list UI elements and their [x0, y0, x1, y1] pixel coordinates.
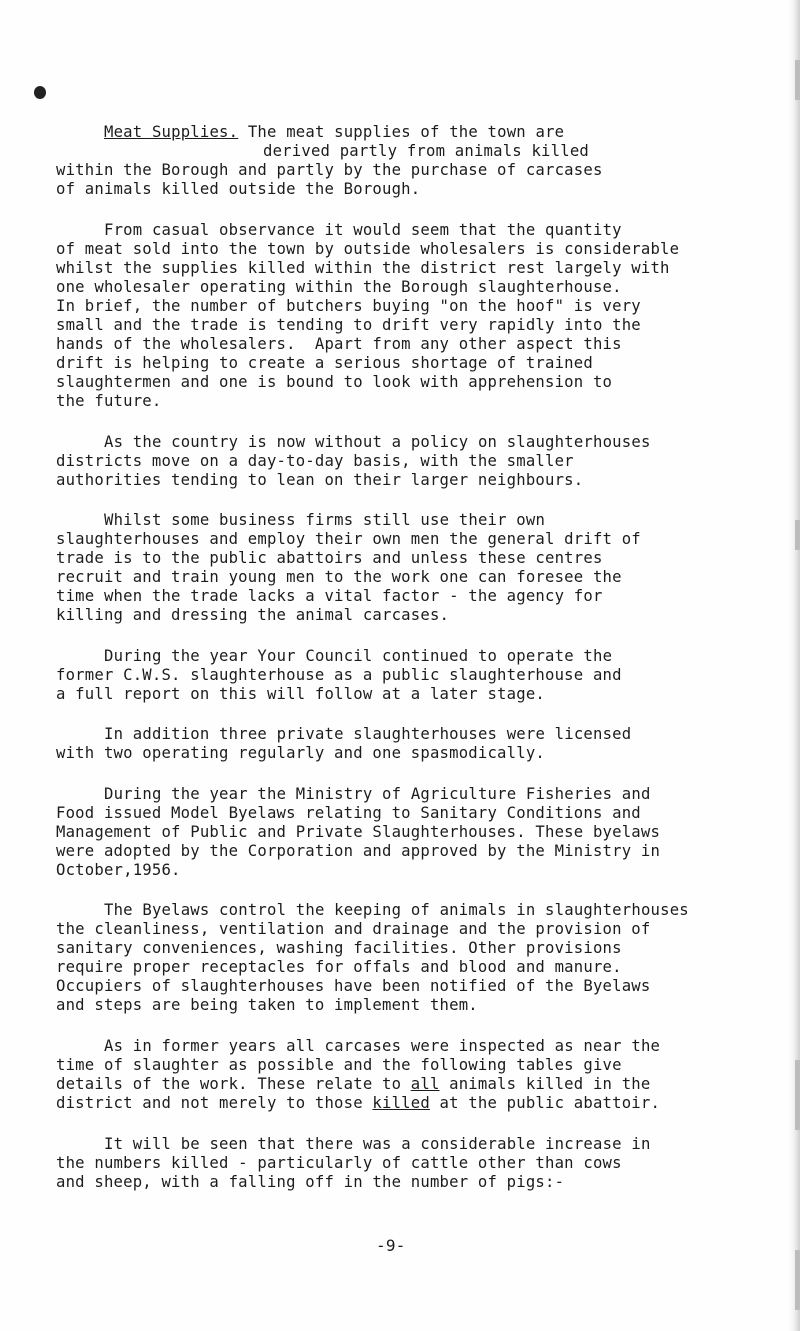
text-line: In addition three private slaughterhouses were licensed — [104, 725, 632, 743]
text-line: time of slaughter as possible and the following tables give — [56, 1056, 622, 1074]
text-line: whilst the supplies killed within the district rest largely with — [56, 259, 670, 277]
page-edge-shadow — [788, 0, 800, 1331]
text-line: As the country is now without a policy on slaughterhouses — [104, 433, 651, 451]
text-line: with two operating regularly and one spasmodically. — [56, 744, 545, 762]
text-line: Whilst some business firms still use their own — [104, 511, 546, 529]
text-line: of animals killed outside the Borough. — [56, 180, 421, 198]
text-line: a full report on this will follow at a later stage. — [56, 685, 545, 703]
paragraph-heading-line — [104, 122, 564, 142]
punch-hole-mark — [34, 86, 46, 99]
text-line: and steps are being taken to implement them. — [56, 996, 478, 1014]
text-line: trade is to the public abattoirs and unless these centres — [56, 549, 603, 567]
edge-mark — [795, 1060, 800, 1130]
text-line: details of the work. These relate to all animals killed in the — [56, 1075, 651, 1093]
text-line: drift is helping to create a serious shortage of trained — [56, 354, 593, 372]
heading-line-text: The meat supplies of the town are — [238, 123, 565, 141]
text-line: the cleanliness, ventilation and drainage and the provision of — [56, 920, 651, 938]
text-line: It will be seen that there was a considerable increase in — [104, 1135, 651, 1153]
edge-mark — [795, 60, 800, 100]
text-line: During the year Your Council continued to operate the — [104, 647, 613, 665]
text-line: recruit and train young men to the work one can foresee the — [56, 568, 622, 586]
text-line: Occupiers of slaughterhouses have been notified of the Byelaws — [56, 977, 651, 995]
text-line: the future. — [56, 392, 162, 410]
text-line: Management of Public and Private Slaughterhouses. These byelaws — [56, 823, 661, 841]
text-line: one wholesaler operating within the Borough slaughterhouse. — [56, 278, 622, 296]
text-line: and sheep, with a falling off in the number of pigs:- — [56, 1173, 565, 1191]
text-line: slaughterhouses and employ their own men the general drift of — [56, 530, 641, 548]
text-line: slaughtermen and one is bound to look with apprehension to — [56, 373, 613, 391]
text-line: require proper receptacles for offals and blood and manure. — [56, 958, 622, 976]
text-line: derived partly from animals killed — [263, 142, 589, 160]
edge-mark — [795, 1250, 800, 1310]
edge-mark — [795, 520, 800, 550]
text-line: of meat sold into the town by outside wholesalers is considerable — [56, 240, 680, 258]
text-line: former C.W.S. slaughterhouse as a public slaughterhouse and — [56, 666, 622, 684]
text-line: Food issued Model Byelaws relating to Sanitary Conditions and — [56, 804, 641, 822]
text-line: The Byelaws control the keeping of animals in slaughterhouses — [104, 901, 689, 919]
text-line: small and the trade is tending to drift very rapidly into the — [56, 316, 641, 334]
section-heading: Meat Supplies. — [104, 123, 239, 141]
text-line: time when the trade lacks a vital factor - the agency for — [56, 587, 603, 605]
text-line: were adopted by the Corporation and approved by the Ministry in — [56, 842, 661, 860]
text-line: authorities tending to lean on their larger neighbours. — [56, 471, 584, 489]
text-line: As in former years all carcases were inspected as near the — [104, 1037, 661, 1055]
text-line: district and not merely to those killed at the public abattoir. — [56, 1094, 661, 1112]
text-line: During the year the Ministry of Agriculture Fisheries and — [104, 785, 651, 803]
text-line: districts move on a day-to-day basis, with the smaller — [56, 452, 574, 470]
text-line: within the Borough and partly by the purchase of carcases — [56, 161, 603, 179]
text-line: From casual observance it would seem that the quantity — [104, 221, 622, 239]
text-line: the numbers killed - particularly of cattle other than cows — [56, 1154, 622, 1172]
text-line: In brief, the number of butchers buying "on the hoof" is very — [56, 297, 641, 315]
page-number: -9- — [376, 1236, 406, 1255]
text-line: October,1956. — [56, 861, 181, 879]
text-line: sanitary conveniences, washing facilities. Other provisions — [56, 939, 622, 957]
text-line: hands of the wholesalers. Apart from any other aspect this — [56, 335, 622, 353]
text-line: killing and dressing the animal carcases. — [56, 606, 450, 624]
